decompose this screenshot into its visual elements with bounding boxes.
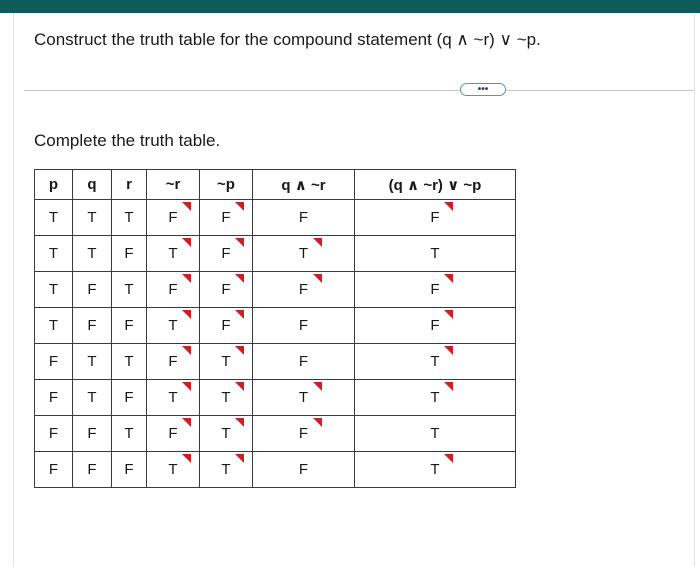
answer-q-and-not-r-cell[interactable] <box>253 380 355 416</box>
answer-not-r-value: F <box>168 352 178 370</box>
answer-result-cell[interactable] <box>355 236 516 272</box>
cell-r: F <box>112 236 147 272</box>
answer-result[interactable] <box>429 460 441 480</box>
corner-marker-icon <box>182 238 191 247</box>
answer-not-r[interactable] <box>167 460 179 480</box>
answer-q-and-not-r-value: F <box>298 352 309 370</box>
answer-not-p[interactable] <box>220 460 232 480</box>
header-not-p: ~p <box>200 170 253 200</box>
header-row <box>35 170 516 200</box>
answer-result-value: T <box>430 352 440 370</box>
answer-result[interactable] <box>429 244 441 264</box>
answer-not-p[interactable] <box>220 388 232 408</box>
answer-result[interactable] <box>429 352 441 372</box>
cell-q: T <box>73 200 112 236</box>
corner-marker-icon <box>235 310 244 319</box>
table-row <box>35 380 516 416</box>
cell-q: T <box>73 236 112 272</box>
answer-not-r[interactable] <box>167 352 179 372</box>
answer-not-r[interactable] <box>167 244 179 264</box>
corner-marker-icon <box>182 202 191 211</box>
answer-not-p-value: F <box>221 244 231 262</box>
corner-marker-icon <box>235 382 244 391</box>
table-row <box>35 272 516 308</box>
cell-r: T <box>112 416 147 452</box>
answer-not-r-cell[interactable] <box>147 380 200 416</box>
corner-marker-icon <box>444 310 453 319</box>
answer-q-and-not-r-value: F <box>298 316 309 334</box>
header-not-r: ~r <box>147 170 200 200</box>
answer-q-and-not-r-cell[interactable] <box>253 452 355 488</box>
answer-not-r[interactable] <box>167 280 179 300</box>
answer-result[interactable] <box>429 388 441 408</box>
corner-marker-icon <box>313 382 322 391</box>
table-row <box>35 452 516 488</box>
question-text: Construct the truth table for the compound statement (q ∧ ~r) ∨ ~p. <box>34 30 541 49</box>
header-q-and-not-r: q ∧ ~r <box>253 170 355 200</box>
cell-p: F <box>35 380 73 416</box>
corner-marker-icon <box>182 418 191 427</box>
corner-marker-icon <box>444 202 453 211</box>
answer-not-p[interactable] <box>220 352 232 372</box>
table-row <box>35 416 516 452</box>
more-options-button[interactable]: ••• <box>460 83 506 96</box>
answer-not-p-cell[interactable] <box>200 452 253 488</box>
cell-r: F <box>112 380 147 416</box>
answer-q-and-not-r-cell[interactable] <box>253 308 355 344</box>
answer-result-cell[interactable] <box>355 380 516 416</box>
cell-p: T <box>35 200 73 236</box>
answer-not-p[interactable] <box>220 280 232 300</box>
cell-r: F <box>112 308 147 344</box>
answer-result-cell[interactable] <box>355 200 516 236</box>
answer-result-cell[interactable] <box>355 272 516 308</box>
corner-marker-icon <box>182 382 191 391</box>
answer-q-and-not-r-value: T <box>298 388 309 406</box>
corner-marker-icon <box>313 238 322 247</box>
answer-q-and-not-r-value: T <box>298 244 309 262</box>
answer-q-and-not-r-value: F <box>298 208 309 226</box>
left-border <box>13 13 14 567</box>
corner-marker-icon <box>313 274 322 283</box>
corner-marker-icon <box>235 274 244 283</box>
answer-not-p-cell[interactable] <box>200 380 253 416</box>
answer-not-r[interactable] <box>167 208 179 228</box>
cell-p: T <box>35 272 73 308</box>
answer-not-r-cell[interactable] <box>147 452 200 488</box>
answer-not-p[interactable] <box>220 208 232 228</box>
cell-p: T <box>35 308 73 344</box>
header-r: r <box>112 170 147 200</box>
answer-not-r-value: F <box>168 208 178 226</box>
answer-q-and-not-r-cell[interactable] <box>253 344 355 380</box>
answer-not-r-value: T <box>168 316 178 334</box>
divider <box>24 90 694 91</box>
answer-result[interactable] <box>429 208 441 228</box>
corner-marker-icon <box>182 346 191 355</box>
header-p: p <box>35 170 73 200</box>
answer-not-p-cell[interactable] <box>200 236 253 272</box>
answer-not-p-value: F <box>221 316 231 334</box>
answer-q-and-not-r-value: F <box>298 280 309 298</box>
corner-marker-icon <box>182 310 191 319</box>
answer-not-p-value: T <box>221 424 231 442</box>
instruction-text: Complete the truth table. <box>34 131 221 150</box>
answer-not-p-cell[interactable] <box>200 272 253 308</box>
answer-q-and-not-r[interactable] <box>298 352 310 372</box>
answer-q-and-not-r-cell[interactable] <box>253 200 355 236</box>
answer-result[interactable] <box>429 280 441 300</box>
answer-not-p-cell[interactable] <box>200 344 253 380</box>
table-row <box>35 236 516 272</box>
answer-q-and-not-r[interactable] <box>298 208 310 228</box>
corner-marker-icon <box>182 454 191 463</box>
answer-result-value: T <box>430 424 440 442</box>
answer-not-r-value: F <box>168 424 178 442</box>
truth-table <box>34 169 516 488</box>
corner-marker-icon <box>444 454 453 463</box>
corner-marker-icon <box>235 202 244 211</box>
cell-p: F <box>35 452 73 488</box>
answer-not-p-cell[interactable] <box>200 416 253 452</box>
answer-not-r-value: T <box>168 460 178 478</box>
corner-marker-icon <box>235 418 244 427</box>
answer-result-value: T <box>430 388 440 406</box>
corner-marker-icon <box>182 274 191 283</box>
cell-r: T <box>112 272 147 308</box>
header-q: q <box>73 170 112 200</box>
cell-q: F <box>73 308 112 344</box>
answer-q-and-not-r[interactable] <box>298 424 310 444</box>
answer-q-and-not-r[interactable] <box>298 316 310 336</box>
answer-result-cell[interactable] <box>355 344 516 380</box>
answer-q-and-not-r-cell[interactable] <box>253 236 355 272</box>
top-bar <box>0 0 700 13</box>
header-result: (q ∧ ~r) ∨ ~p <box>355 170 516 200</box>
answer-not-p[interactable] <box>220 316 232 336</box>
cell-r: T <box>112 200 147 236</box>
answer-result-value: F <box>430 208 440 226</box>
answer-q-and-not-r-cell[interactable] <box>253 416 355 452</box>
answer-q-and-not-r[interactable] <box>298 244 310 264</box>
answer-not-r-cell[interactable] <box>147 200 200 236</box>
answer-result-cell[interactable] <box>355 452 516 488</box>
answer-result[interactable] <box>429 424 441 444</box>
cell-p: F <box>35 416 73 452</box>
cell-p: F <box>35 344 73 380</box>
answer-not-p-value: F <box>221 280 231 298</box>
answer-not-p-cell[interactable] <box>200 200 253 236</box>
answer-result-cell[interactable] <box>355 308 516 344</box>
answer-not-p-value: T <box>221 388 231 406</box>
answer-result-cell[interactable] <box>355 416 516 452</box>
answer-result-value: T <box>430 460 440 478</box>
answer-result[interactable] <box>429 316 441 336</box>
corner-marker-icon <box>235 238 244 247</box>
answer-not-r-cell[interactable] <box>147 344 200 380</box>
corner-marker-icon <box>235 346 244 355</box>
answer-q-and-not-r[interactable] <box>298 280 310 300</box>
answer-not-p-value: F <box>221 208 231 226</box>
cell-r: F <box>112 452 147 488</box>
answer-q-and-not-r[interactable] <box>298 460 310 480</box>
answer-not-r-cell[interactable] <box>147 236 200 272</box>
corner-marker-icon <box>444 346 453 355</box>
answer-not-p-cell[interactable] <box>200 308 253 344</box>
table-row <box>35 200 516 236</box>
cell-q: F <box>73 452 112 488</box>
answer-not-r-value: T <box>168 388 178 406</box>
answer-not-p-value: T <box>221 460 231 478</box>
corner-marker-icon <box>444 274 453 283</box>
corner-marker-icon <box>313 418 322 427</box>
answer-result-value: T <box>430 244 440 262</box>
answer-not-p[interactable] <box>220 244 232 264</box>
answer-not-r[interactable] <box>167 316 179 336</box>
cell-q: F <box>73 272 112 308</box>
answer-not-p-value: T <box>221 352 231 370</box>
table-row <box>35 344 516 380</box>
answer-not-r-value: T <box>168 244 178 262</box>
cell-q: T <box>73 344 112 380</box>
answer-q-and-not-r-value: F <box>298 424 309 442</box>
right-border <box>694 13 695 567</box>
answer-q-and-not-r[interactable] <box>298 388 310 408</box>
cell-p: T <box>35 236 73 272</box>
cell-r: T <box>112 344 147 380</box>
answer-not-r[interactable] <box>167 388 179 408</box>
answer-result-value: F <box>430 316 440 334</box>
answer-not-r-cell[interactable] <box>147 416 200 452</box>
answer-not-r-value: F <box>168 280 178 298</box>
corner-marker-icon <box>444 382 453 391</box>
answer-q-and-not-r-value: F <box>298 460 309 478</box>
cell-q: F <box>73 416 112 452</box>
answer-not-r[interactable] <box>167 424 179 444</box>
corner-marker-icon <box>235 454 244 463</box>
answer-not-p[interactable] <box>220 424 232 444</box>
answer-q-and-not-r-cell[interactable] <box>253 272 355 308</box>
answer-result-value: F <box>430 280 440 298</box>
answer-not-r-cell[interactable] <box>147 308 200 344</box>
answer-not-r-cell[interactable] <box>147 272 200 308</box>
cell-q: T <box>73 380 112 416</box>
table-row <box>35 308 516 344</box>
